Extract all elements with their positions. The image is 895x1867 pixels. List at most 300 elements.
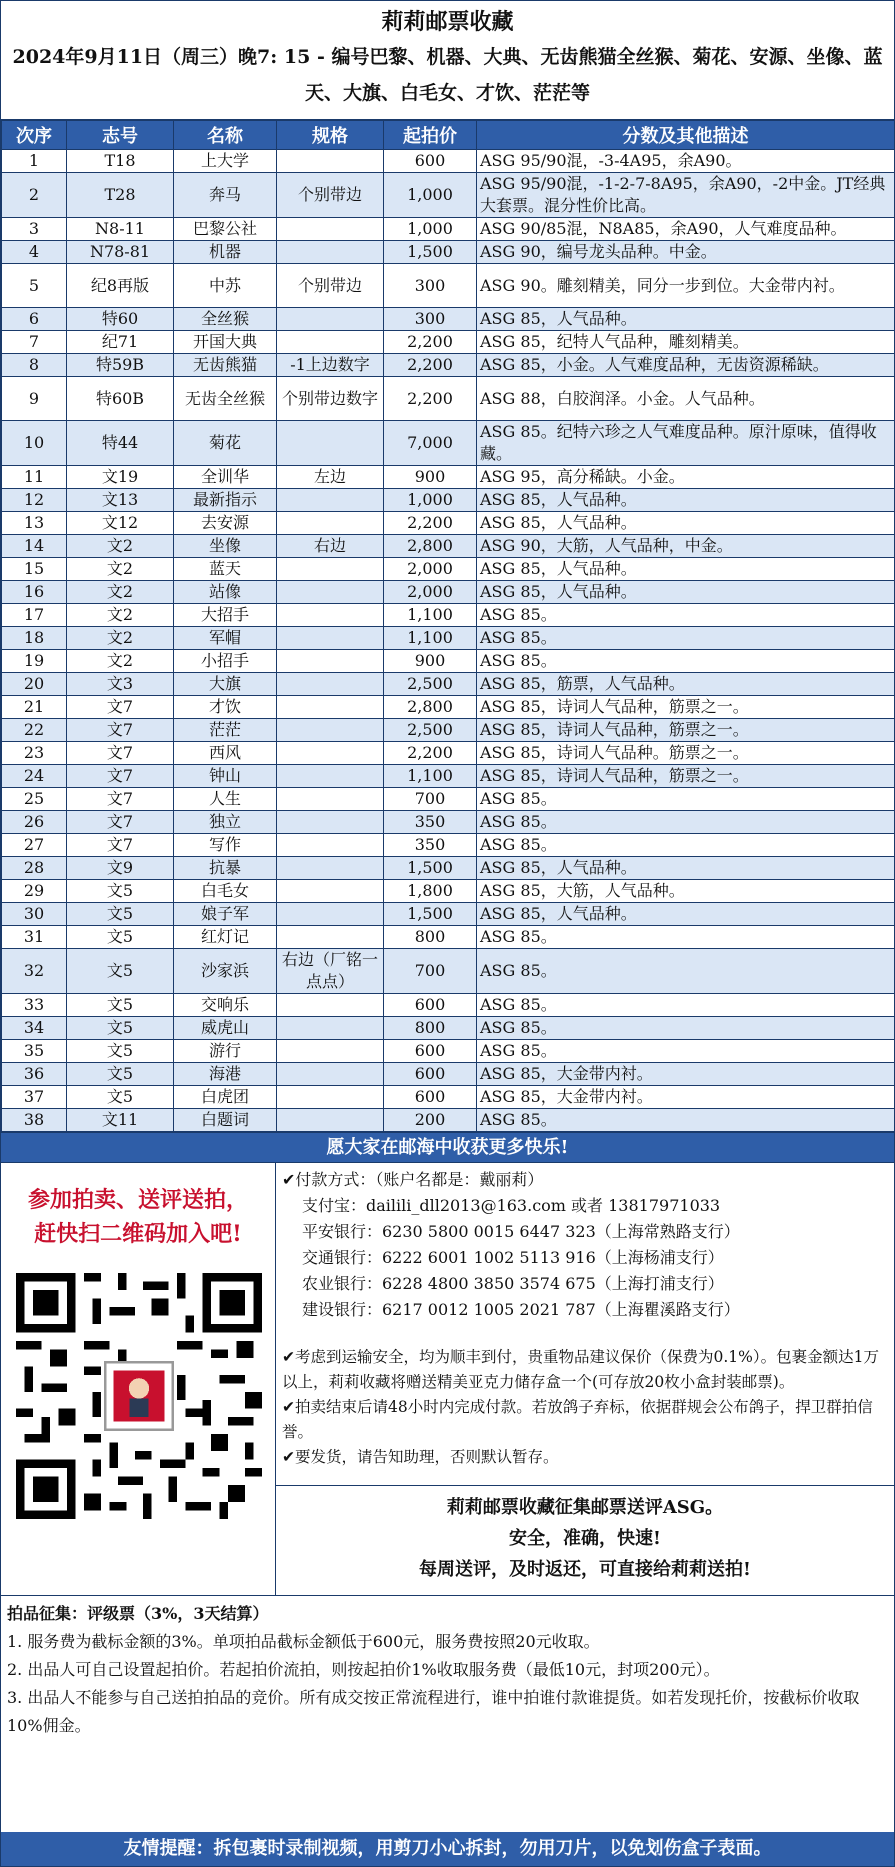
qr-code-icon[interactable] [16,1273,262,1519]
lot-number: 23 [2,742,67,765]
table-row [2,218,895,241]
start-price: 600 [384,994,477,1017]
lot-table [1,120,895,1132]
grade-description: ASG 85，人气品种。 [477,512,895,535]
stamp-name: 无齿全丝猴 [174,377,277,421]
lot-number: 34 [2,1017,67,1040]
grade-description: ASG 85，诗词人气品种。筋票之一。 [477,742,895,765]
table-row [2,421,895,466]
table-row [2,834,895,857]
promo-line: 赶快扫二维码加入吧! [34,1221,242,1247]
stamp-name: 小招手 [174,650,277,673]
info-section [1,1163,894,1596]
lot-number: 16 [2,581,67,604]
banner: 愿大家在邮海中收获更多快乐! [1,1132,894,1163]
stamp-spec [277,811,384,834]
stamp-code: 文7 [67,696,174,719]
lot-number: 33 [2,994,67,1017]
start-price: 1,100 [384,604,477,627]
stamp-name: 娘子军 [174,903,277,926]
stamp-name: 坐像 [174,535,277,558]
consignment-item: 3. 出品人不能参与自己送拍拍品的竞价。所有成交按正常流程进行，谁中拍谁付款谁提货。如若发现托价，按截标价收取10%佣金。 [7,1688,860,1735]
stamp-spec: 个别带边数字 [277,377,384,421]
lot-number: 38 [2,1109,67,1132]
lot-number: 14 [2,535,67,558]
start-price: 1,000 [384,218,477,241]
lot-number: 10 [2,421,67,466]
grade-description: ASG 90，编号龙头品种。中金。 [477,241,895,264]
consignment-item: 2. 出品人可自己设置起拍价。若起拍价流拍，则按起拍价1%收取服务费（最低10元，封项200元）。 [7,1660,720,1679]
promo-line: 参加拍卖、送评送拍， [27,1187,248,1213]
lot-number: 24 [2,765,67,788]
bank-account: 平安银行：6230 5800 0015 6447 323（上海常熟路支行） [302,1222,740,1241]
table-row [2,581,895,604]
stamp-name: 茫茫 [174,719,277,742]
stamp-spec: 个别带边 [277,264,384,308]
start-price: 2,500 [384,673,477,696]
grade-description: ASG 85。 [477,627,895,650]
table-row [2,949,895,994]
start-price: 600 [384,150,477,173]
lot-number: 3 [2,218,67,241]
table-row [2,1086,895,1109]
grade-description: ASG 85，大金带内衬。 [477,1086,895,1109]
stamp-spec [277,880,384,903]
stamp-name: 才饮 [174,696,277,719]
bank-account: 农业银行：6228 4800 3850 3574 675（上海打浦支行） [302,1274,724,1293]
lot-number: 32 [2,949,67,994]
stamp-spec [277,218,384,241]
stamp-code: 特59B [67,354,174,377]
stamp-spec [277,1040,384,1063]
stamp-spec: -1上边数字 [277,354,384,377]
stamp-code: 文2 [67,535,174,558]
note-item: ✔要发货，请告知助理，否则默认暂存。 [282,1448,559,1466]
stamp-code: 文7 [67,742,174,765]
stamp-name: 无齿熊猫 [174,354,277,377]
lot-number: 5 [2,264,67,308]
slogan [276,1485,894,1595]
start-price: 900 [384,650,477,673]
table-row [2,535,895,558]
stamp-code: 纪8再版 [67,264,174,308]
lot-number: 28 [2,857,67,880]
table-row [2,880,895,903]
grade-description: ASG 88，白胶润泽。小金。人气品种。 [477,377,895,421]
stamp-code: 文7 [67,765,174,788]
lot-number: 21 [2,696,67,719]
start-price: 2,200 [384,377,477,421]
grade-description: ASG 85。 [477,1040,895,1063]
consignment-heading: 拍品征集：评级票（3%，3天结算） [7,1604,269,1623]
stamp-code: 文5 [67,880,174,903]
lot-number: 37 [2,1086,67,1109]
start-price: 200 [384,1109,477,1132]
table-row [2,354,895,377]
stamp-code: 特60 [67,308,174,331]
grade-description: ASG 85。 [477,994,895,1017]
stamp-name: 威虎山 [174,1017,277,1040]
stamp-code: 特44 [67,421,174,466]
alipay-account: 支付宝：dailili_dll2013@163.com 或者 13817971033 [302,1196,721,1215]
lot-number: 15 [2,558,67,581]
start-price: 700 [384,788,477,811]
stamp-name: 巴黎公社 [174,218,277,241]
stamp-name: 白题词 [174,1109,277,1132]
stamp-code: N8-11 [67,218,174,241]
start-price: 300 [384,264,477,308]
slogan-line: 每周送评，及时返还，可直接给莉莉送拍! [419,1559,751,1580]
stamp-name: 大招手 [174,604,277,627]
table-row [2,466,895,489]
table-row [2,788,895,811]
table-row [2,742,895,765]
start-price: 2,000 [384,558,477,581]
lot-number: 6 [2,308,67,331]
start-price: 1,500 [384,241,477,264]
stamp-spec [277,788,384,811]
column-header: 分数及其他描述 [477,121,895,150]
stamp-spec [277,696,384,719]
note-item: ✔考虑到运输安全，均为顺丰到付，贵重物品建议保价（保费为0.1%）。包裹金额达1万以上，莉莉收藏将赠送精美亚克力储存盒一个(可存放20枚小盒封装邮票)。 [282,1348,879,1391]
stamp-spec [277,834,384,857]
grade-description: ASG 85，人气品种。 [477,308,895,331]
column-header: 起拍价 [384,121,477,150]
stamp-code: 文12 [67,512,174,535]
payment-info [276,1163,894,1327]
grade-description: ASG 85。 [477,788,895,811]
consignment-item: 1. 服务费为截标金额的3%。单项拍品截标金额低于600元，服务费按照20元收取。 [7,1632,600,1651]
stamp-name: 菊花 [174,421,277,466]
table-row [2,377,895,421]
start-price: 2,200 [384,354,477,377]
stamp-spec [277,421,384,466]
stamp-name: 西风 [174,742,277,765]
grade-description: ASG 85，人气品种。 [477,903,895,926]
table-header-row [2,121,895,150]
lot-number: 7 [2,331,67,354]
table-row [2,241,895,264]
stamp-code: 文7 [67,788,174,811]
grade-description: ASG 95/90混，-1-2-7-8A95，余A90，-2中金。JT经典大套票。混分性价比高。 [477,173,895,218]
stamp-name: 游行 [174,1040,277,1063]
grade-description: ASG 85。 [477,811,895,834]
table-row [2,308,895,331]
stamp-spec [277,1109,384,1132]
start-price: 1,500 [384,857,477,880]
table-row [2,1063,895,1086]
stamp-spec [277,308,384,331]
stamp-name: 沙家浜 [174,949,277,994]
grade-description: ASG 85，诗词人气品种，筋票之一。 [477,719,895,742]
stamp-code: 文5 [67,1040,174,1063]
stamp-name: 大旗 [174,673,277,696]
grade-description: ASG 85。 [477,834,895,857]
grade-description: ASG 85，大金带内衬。 [477,1063,895,1086]
stamp-code: 文2 [67,558,174,581]
payment-title: ✔付款方式：（账户名都是：戴丽莉） [282,1170,544,1189]
stamp-spec [277,742,384,765]
stamp-code: 文2 [67,581,174,604]
lot-number: 20 [2,673,67,696]
start-price: 800 [384,1017,477,1040]
stamp-code: 文5 [67,949,174,994]
start-price: 700 [384,949,477,994]
table-row [2,1109,895,1132]
stamp-spec [277,558,384,581]
grade-description: ASG 85。 [477,1109,895,1132]
lot-number: 12 [2,489,67,512]
grade-description: ASG 90/85混，N8A85，余A90，人气难度品种。 [477,218,895,241]
table-row [2,857,895,880]
stamp-code: T28 [67,173,174,218]
grade-description: ASG 85。 [477,1017,895,1040]
start-price: 900 [384,466,477,489]
table-row [2,173,895,218]
lot-number: 27 [2,834,67,857]
lot-number: 1 [2,150,67,173]
lot-table-body [2,150,895,1132]
stamp-name: 海港 [174,1063,277,1086]
stamp-spec [277,903,384,926]
promo-panel [1,1163,276,1595]
stamp-code: N78-81 [67,241,174,264]
grade-description: ASG 85，人气品种。 [477,857,895,880]
lot-number: 35 [2,1040,67,1063]
note-item: ✔拍卖结束后请48小时内完成付款。若放鸽子弃标，依据群规会公布鸽子，捍卫群拍信誉。 [282,1398,873,1441]
table-row [2,1017,895,1040]
lot-number: 2 [2,173,67,218]
stamp-spec: 个别带边 [277,173,384,218]
stamp-code: 文5 [67,926,174,949]
stamp-spec [277,512,384,535]
stamp-spec [277,331,384,354]
start-price: 1,800 [384,880,477,903]
stamp-code: 特60B [67,377,174,421]
grade-description: ASG 90，大筋，人气品种，中金。 [477,535,895,558]
grade-description: ASG 85，人气品种。 [477,558,895,581]
stamp-code: 文5 [67,1017,174,1040]
grade-description: ASG 95/90混，-3-4A95，余A90。 [477,150,895,173]
header [1,1,894,120]
stamp-spec [277,627,384,650]
stamp-name: 独立 [174,811,277,834]
lot-number: 18 [2,627,67,650]
promo-text [1,1183,275,1251]
column-header: 志号 [67,121,174,150]
grade-description: ASG 85。 [477,949,895,994]
stamp-code: 文5 [67,994,174,1017]
grade-description: ASG 85。 [477,926,895,949]
start-price: 1,500 [384,903,477,926]
table-row [2,604,895,627]
start-price: 2,200 [384,331,477,354]
grade-description: ASG 85。 [477,650,895,673]
stamp-name: 全训华 [174,466,277,489]
stamp-code: 文2 [67,627,174,650]
grade-description: ASG 90。雕刻精美，同分一步到位。大金带内衬。 [477,264,895,308]
stamp-spec [277,650,384,673]
notes [276,1345,894,1470]
page-subtitle: 2024年9月11日（周三）晚7: 15 - 编号巴黎、机器、大典、无齿熊猫全丝猴、菊花、安源、坐像、蓝天、大旗、白毛女、才饮、茫茫等 [12,46,883,104]
start-price: 600 [384,1063,477,1086]
stamp-name: 交响乐 [174,994,277,1017]
start-price: 600 [384,1086,477,1109]
stamp-spec: 右边（厂铭一点点） [277,949,384,994]
start-price: 7,000 [384,421,477,466]
stamp-spec [277,1017,384,1040]
stamp-code: 文13 [67,489,174,512]
payment-panel [276,1163,894,1595]
table-row [2,696,895,719]
stamp-code: 纪71 [67,331,174,354]
start-price: 350 [384,811,477,834]
table-row [2,489,895,512]
table-row [2,673,895,696]
table-row [2,331,895,354]
stamp-code: 文5 [67,1063,174,1086]
stamp-name: 机器 [174,241,277,264]
lot-number: 29 [2,880,67,903]
stamp-spec [277,765,384,788]
stamp-code: 文7 [67,719,174,742]
grade-description: ASG 85，诗词人气品种，筋票之一。 [477,696,895,719]
column-header: 次序 [2,121,67,150]
table-row [2,558,895,581]
start-price: 1,100 [384,765,477,788]
start-price: 2,200 [384,512,477,535]
stamp-name: 白虎团 [174,1086,277,1109]
stamp-spec [277,150,384,173]
start-price: 2,800 [384,696,477,719]
stamp-code: T18 [67,150,174,173]
column-header: 名称 [174,121,277,150]
stamp-code: 文3 [67,673,174,696]
lot-number: 13 [2,512,67,535]
grade-description: ASG 95，高分稀缺。小金。 [477,466,895,489]
stamp-code: 文9 [67,857,174,880]
stamp-code: 文11 [67,1109,174,1132]
grade-description: ASG 85，人气品种。 [477,581,895,604]
stamp-name: 全丝猴 [174,308,277,331]
stamp-name: 最新指示 [174,489,277,512]
stamp-code: 文5 [67,1086,174,1109]
start-price: 2,800 [384,535,477,558]
bank-account: 交通银行：6222 6001 1002 5113 916（上海杨浦支行） [302,1248,724,1267]
stamp-name: 中苏 [174,264,277,308]
start-price: 2,200 [384,742,477,765]
stamp-name: 红灯记 [174,926,277,949]
stamp-spec [277,994,384,1017]
grade-description: ASG 85。纪特六珍之人气难度品种。原汁原味，值得收藏。 [477,421,895,466]
table-row [2,903,895,926]
lot-number: 36 [2,1063,67,1086]
stamp-name: 人生 [174,788,277,811]
stamp-name: 写作 [174,834,277,857]
stamp-code: 文2 [67,604,174,627]
stamp-name: 开国大典 [174,331,277,354]
start-price: 300 [384,308,477,331]
start-price: 1,000 [384,489,477,512]
footer-reminder: 友情提醒：拆包裹时录制视频，用剪刀小心拆封，勿用刀片，以免划伤盒子表面。 [1,1832,894,1866]
lot-number: 17 [2,604,67,627]
stamp-spec [277,719,384,742]
column-header: 规格 [277,121,384,150]
slogan-line: 莉莉邮票收藏征集邮票送评ASG。 [446,1497,724,1518]
stamp-spec: 右边 [277,535,384,558]
table-row [2,650,895,673]
grade-description: ASG 85，筋票，人气品种。 [477,673,895,696]
stamp-name: 奔马 [174,173,277,218]
lot-number: 22 [2,719,67,742]
grade-description: ASG 85，人气品种。 [477,489,895,512]
start-price: 350 [384,834,477,857]
stamp-spec [277,926,384,949]
slogan-line: 安全，准确，快速! [509,1528,661,1549]
stamp-spec [277,241,384,264]
lot-number: 19 [2,650,67,673]
consignment-terms [1,1596,894,1742]
start-price: 1,100 [384,627,477,650]
stamp-name: 上大学 [174,150,277,173]
grade-description: ASG 85，大筋，人气品种。 [477,880,895,903]
stamp-name: 抗暴 [174,857,277,880]
table-row [2,811,895,834]
stamp-spec [277,489,384,512]
lot-number: 11 [2,466,67,489]
start-price: 2,500 [384,719,477,742]
table-row [2,1040,895,1063]
stamp-code: 文5 [67,903,174,926]
stamp-spec [277,673,384,696]
stamp-spec [277,581,384,604]
start-price: 2,000 [384,581,477,604]
stamp-code: 文2 [67,650,174,673]
stamp-code: 文7 [67,834,174,857]
stamp-name: 去安源 [174,512,277,535]
table-row [2,994,895,1017]
table-row [2,926,895,949]
grade-description: ASG 85，纪特人气品种，雕刻精美。 [477,331,895,354]
stamp-spec [277,857,384,880]
stamp-code: 文7 [67,811,174,834]
table-row [2,765,895,788]
table-row [2,719,895,742]
stamp-spec [277,1086,384,1109]
page-title: 莉莉邮票收藏 [381,9,514,35]
lot-number: 8 [2,354,67,377]
stamp-name: 钟山 [174,765,277,788]
start-price: 800 [384,926,477,949]
lot-number: 9 [2,377,67,421]
stamp-name: 蓝天 [174,558,277,581]
bank-account: 建设银行：6217 0012 1005 2021 787（上海瞿溪路支行） [302,1300,740,1319]
grade-description: ASG 85，诗词人气品种，筋票之一。 [477,765,895,788]
grade-description: ASG 85。 [477,604,895,627]
table-row [2,512,895,535]
grade-description: ASG 85，小金。人气难度品种，无齿资源稀缺。 [477,354,895,377]
table-row [2,627,895,650]
stamp-code: 文19 [67,466,174,489]
stamp-spec: 左边 [277,466,384,489]
table-row [2,150,895,173]
stamp-spec [277,1063,384,1086]
stamp-name: 军帽 [174,627,277,650]
stamp-spec [277,604,384,627]
start-price: 1,000 [384,173,477,218]
table-row [2,264,895,308]
lot-number: 31 [2,926,67,949]
